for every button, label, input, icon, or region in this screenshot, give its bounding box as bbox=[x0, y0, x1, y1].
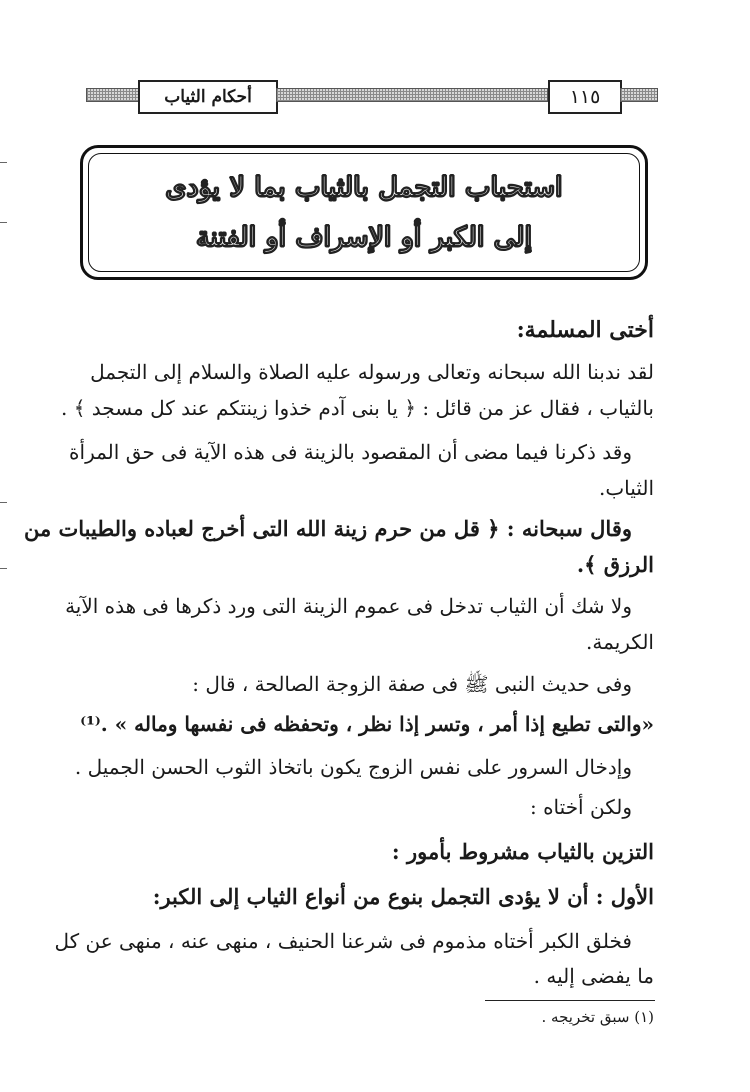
greeting: أختى المسلمة: bbox=[516, 317, 654, 343]
paragraph-line: ما يفضى إليه . bbox=[533, 964, 654, 988]
paragraph-line: بالثياب ، فقال عز من قائل : ﴿ يا بنى آدم خذوا زينتكم عند كل مسجد ﴾ . bbox=[61, 396, 654, 420]
paragraph-line: فخلق الكبر أختاه مذموم فى شرعنا الحنيف ، منهى عنه ، منهى عن كل bbox=[54, 929, 632, 953]
margin-mark bbox=[0, 502, 7, 503]
paragraph-line: وفى حديث النبى ﷺ فى صفة الزوجة الصالحة ، قال : bbox=[192, 672, 632, 696]
chapter-heading-frame bbox=[80, 145, 648, 280]
paragraph-line: وقال سبحانه : ﴿ قل من حرم زينة الله التى أخرج لعباده والطيبات من bbox=[23, 516, 632, 541]
subheading: التزين بالثياب مشروط بأمور : bbox=[391, 839, 654, 864]
margin-mark bbox=[0, 568, 7, 569]
book-title: أحكام الثياب bbox=[138, 80, 278, 114]
chapter-heading-line-1: استحباب التجمل بالثياب بما لا يؤدى bbox=[165, 171, 563, 203]
paragraph-line: لقد ندبنا الله سبحانه وتعالى ورسوله عليه الصلاة والسلام إلى التجمل bbox=[90, 360, 654, 384]
paragraph-line: وقد ذكرنا فيما مضى أن المقصود بالزينة فى هذه الآية فى حق المرأة bbox=[69, 440, 632, 464]
paragraph-line: ولكن أختاه : bbox=[529, 795, 632, 819]
footnote-rule bbox=[485, 1000, 655, 1001]
chapter-heading-inner bbox=[88, 153, 640, 272]
subheading: الأول : أن لا يؤدى التجمل بنوع من أنواع الثياب إلى الكبر: bbox=[152, 884, 654, 909]
paragraph-line: ولا شك أن الثياب تدخل فى عموم الزينة التى ورد ذكرها فى هذه الآية bbox=[65, 594, 632, 618]
running-header bbox=[86, 80, 656, 112]
margin-mark bbox=[0, 222, 7, 223]
chapter-heading-line-2: إلى الكبر أو الإسراف أو الفتنة bbox=[195, 221, 533, 253]
paragraph-line: الثياب. bbox=[599, 476, 654, 500]
paragraph-line: الرزق ﴾. bbox=[576, 552, 654, 577]
paragraph-line: الكريمة. bbox=[586, 630, 654, 654]
paragraph-line: وإدخال السرور على نفس الزوج يكون باتخاذ الثوب الحسن الجميل . bbox=[74, 755, 632, 779]
header-ornament-left bbox=[86, 88, 140, 102]
header-ornament-right bbox=[620, 88, 658, 102]
footnote: (١) سبق تخريجه . bbox=[541, 1008, 654, 1026]
page-number: ١١٥ bbox=[548, 80, 622, 114]
header-ornament-middle bbox=[276, 88, 548, 102]
hadith-quote: «والتى تطيع إذا أمر ، وتسر إذا نظر ، وتحفظه فى نفسها وماله » .⁽¹⁾ bbox=[80, 712, 654, 736]
margin-mark bbox=[0, 162, 7, 163]
